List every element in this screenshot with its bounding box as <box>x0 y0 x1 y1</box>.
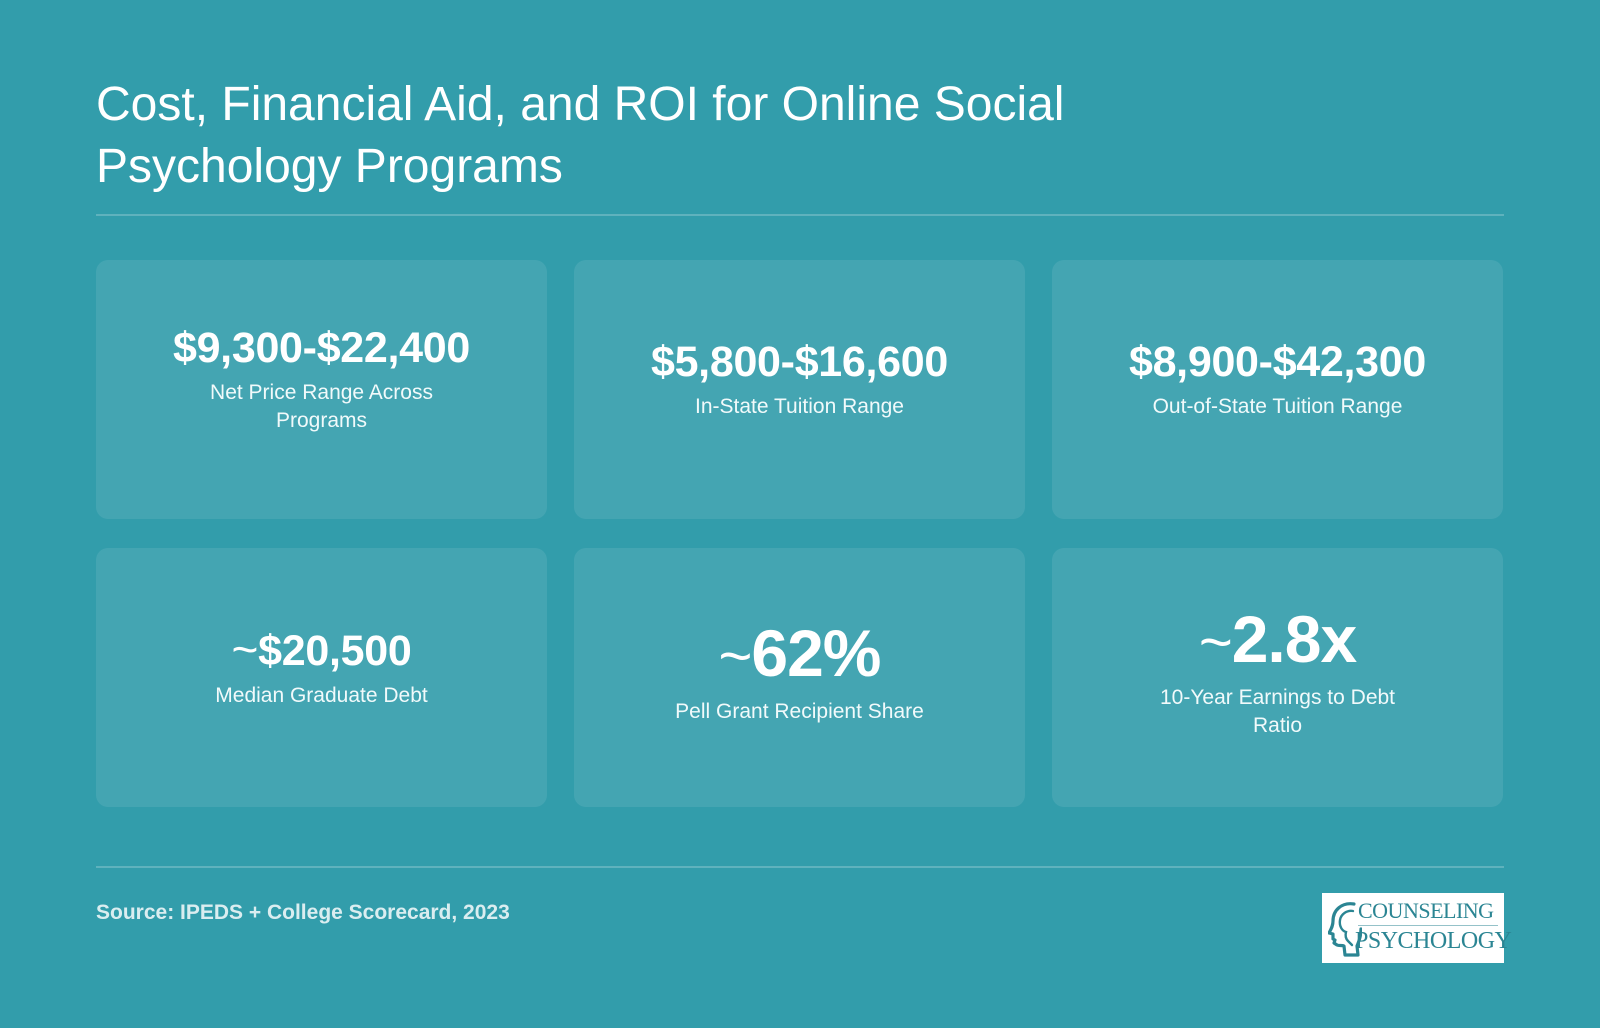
footer-divider <box>96 866 1504 868</box>
infographic <box>96 0 1512 1028</box>
stat-value-wrapper <box>719 608 881 692</box>
stat-value: 62% <box>751 615 881 690</box>
stat-card-earnings-to-debt <box>1052 548 1503 807</box>
stat-label: Pell Grant Recipient Share <box>675 699 924 723</box>
stat-card-net-price <box>96 260 547 519</box>
stats-grid <box>96 260 1504 807</box>
stat-card-median-debt <box>96 548 547 807</box>
stat-value: $8,900-$42,300 <box>1128 337 1427 386</box>
approx-symbol: ~ <box>231 622 259 675</box>
source-note: Source: IPEDS + College Scorecard, 2023 <box>96 901 510 924</box>
page-title: Cost, Financial Aid, and ROI for Online Social Psychology Programs <box>96 78 1065 193</box>
logo-text-line-1: COUNSELING <box>1358 898 1494 923</box>
counseling-psychology-logo <box>1322 893 1512 963</box>
stat-label: Net Price Range Across Programs <box>210 380 433 432</box>
stat-value-wrapper <box>1199 594 1356 678</box>
stat-label: Out-of-State Tuition Range <box>1152 394 1403 418</box>
header-divider <box>96 214 1504 216</box>
logo-text-line-2: PSYCHOLOGY <box>1355 928 1512 954</box>
stat-value: $5,800-$16,600 <box>650 337 949 386</box>
stat-card-pell-grant <box>574 548 1025 807</box>
stat-value: $9,300-$22,400 <box>172 323 471 372</box>
stat-value: 2.8x <box>1231 601 1357 676</box>
stat-label: 10-Year Earnings to Debt Ratio <box>1159 685 1396 737</box>
stat-card-out-of-state-tuition <box>1052 260 1503 519</box>
stat-card-in-state-tuition <box>574 260 1025 519</box>
logo-divider <box>1358 925 1498 926</box>
stat-label: In-State Tuition Range <box>695 394 904 418</box>
approx-symbol: ~ <box>718 623 752 689</box>
stat-value: $20,500 <box>258 626 412 675</box>
approx-symbol: ~ <box>1198 609 1232 675</box>
stat-value-wrapper <box>232 624 412 676</box>
stat-label: Median Graduate Debt <box>215 683 428 707</box>
